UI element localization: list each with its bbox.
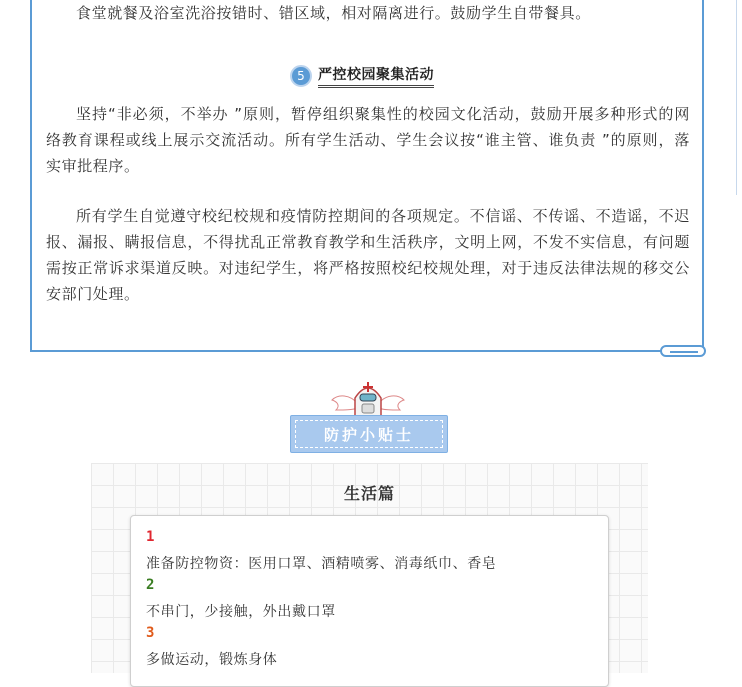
tip-text-3: 多做运动，锻炼身体 [146, 652, 278, 668]
paragraph-activities: 坚持“非必须，不举办 ”原则，暂停组织聚集性的校园文化活动，鼓励开展多种形式的网络教育课程或线上展示交流活动。所有学生活动、学生会议按“谁主管、谁负责 ”的原则，落实审批程序。 [46, 105, 690, 175]
tip-number-3: 3 [146, 625, 156, 641]
paragraph-rules: 所有学生自觉遵守校纪校规和疫情防控期间的各项规定。不信谣、不传谣、不造谣，不迟报、漏报、瞒报信息，不得扰乱正常教育教学和生活秩序，文明上网，不发不实信息，有问题需按正常诉求渠道反映。对违纪学生，将严格按照校纪校规处理，对于违反法律法规的移交公安部门处理。 [46, 207, 690, 303]
mascot-angel-icon [328, 380, 408, 418]
section-title: 严控校园聚集活动 [318, 64, 434, 88]
tips-banner-label: 防护小贴士 [295, 420, 443, 448]
paragraph-canteen: 食堂就餐及浴室洗浴按错时、错区域，相对隔离进行。鼓励学生自带餐具。 [76, 4, 591, 22]
corner-decoration [660, 345, 706, 357]
tip-number-1: 1 [146, 529, 156, 545]
right-edge-strip [736, 0, 742, 195]
tips-card [130, 515, 609, 687]
section-heading [290, 64, 434, 88]
tips-banner [290, 415, 448, 453]
tip-number-2: 2 [146, 577, 156, 593]
tip-text-1: 准备防控物资：医用口罩、酒精喷雾、消毒纸巾、香皂 [146, 556, 497, 572]
life-section-title: 生活篇 [343, 484, 395, 503]
section-number-badge: 5 [290, 65, 312, 87]
life-section [91, 463, 648, 673]
tip-text-2: 不串门，少接触，外出戴口罩 [146, 604, 336, 620]
